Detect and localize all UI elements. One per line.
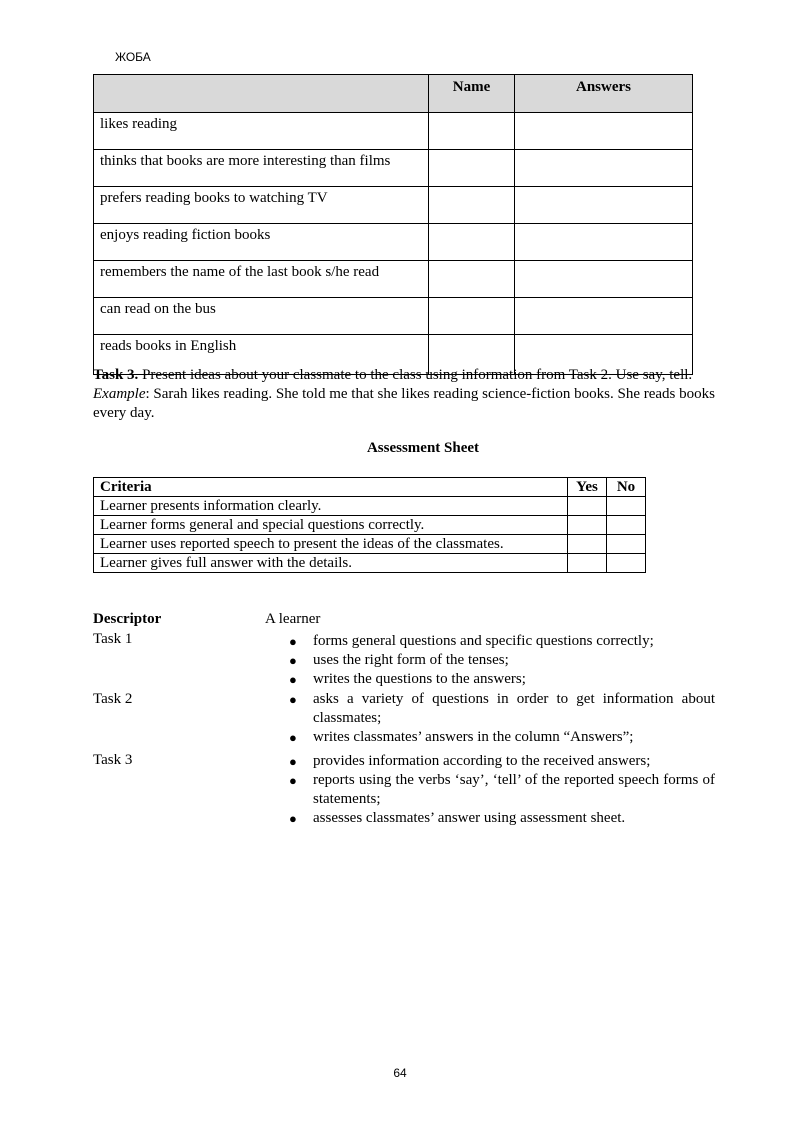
assessment-title: Assessment Sheet	[366, 440, 480, 456]
survey-criterion: remembers the name of the last book s/he read	[94, 261, 429, 298]
name-cell[interactable]	[429, 150, 515, 187]
bullet-icon: ●	[289, 811, 297, 826]
name-cell[interactable]	[429, 298, 515, 335]
survey-criterion: enjoys reading fiction books	[94, 224, 429, 261]
table-row	[94, 224, 693, 261]
criteria-header: Criteria	[94, 478, 568, 497]
table-row	[94, 516, 646, 535]
list-item	[285, 651, 715, 670]
bullet-icon: ●	[289, 653, 297, 668]
descriptor-text: forms general questions and specific questions correctly;	[313, 633, 654, 649]
table-row	[94, 535, 646, 554]
answer-cell[interactable]	[515, 187, 693, 224]
criterion-cell: Learner forms general and special questions correctly.	[94, 516, 568, 535]
table-row	[94, 497, 646, 516]
task2-label: Task 2	[93, 691, 133, 707]
task3-label: Task 3.	[93, 367, 139, 383]
yes-cell[interactable]	[568, 535, 607, 554]
bullet-icon: ●	[289, 730, 297, 745]
no-cell[interactable]	[607, 554, 646, 573]
descriptor-text: writes classmates’ answers in the column “Answers”;	[313, 729, 634, 745]
list-item	[285, 809, 715, 828]
survey-criterion: thinks that books are more interesting than films	[94, 150, 429, 187]
header-label: ЖОБА	[115, 50, 151, 64]
list-item	[285, 670, 715, 689]
yes-cell[interactable]	[568, 497, 607, 516]
table-row	[94, 261, 693, 298]
assessment-header-row	[94, 478, 646, 497]
descriptor-heading: Descriptor	[93, 611, 162, 627]
descriptor-learner: A learner	[265, 611, 321, 627]
table-row	[94, 113, 693, 150]
list-item	[285, 752, 715, 771]
task3-descriptors	[285, 752, 715, 828]
name-cell[interactable]	[429, 224, 515, 261]
list-item	[285, 632, 715, 651]
task1-label: Task 1	[93, 631, 133, 647]
descriptor-text: asks a variety of questions in order to get information about classmates;	[313, 691, 715, 726]
survey-criterion: reads books in English	[94, 335, 429, 375]
descriptor-text: writes the questions to the answers;	[313, 671, 526, 687]
answer-cell[interactable]	[515, 261, 693, 298]
yes-cell[interactable]	[568, 516, 607, 535]
task3-section	[93, 366, 715, 423]
survey-criterion: can read on the bus	[94, 298, 429, 335]
criterion-cell: Learner gives full answer with the details.	[94, 554, 568, 573]
no-cell[interactable]	[607, 535, 646, 554]
bullet-icon: ●	[289, 672, 297, 687]
task1-descriptors	[285, 632, 715, 689]
example-text: : Sarah likes reading. She told me that she likes reading science-fiction books. She reads books every day.	[93, 386, 715, 421]
no-cell[interactable]	[607, 516, 646, 535]
task2-descriptors	[285, 690, 715, 747]
table-row	[94, 554, 646, 573]
survey-header-name: Name	[429, 75, 515, 113]
assessment-table	[93, 477, 646, 573]
answer-cell[interactable]	[515, 298, 693, 335]
descriptor-text: uses the right form of the tenses;	[313, 652, 509, 668]
no-header: No	[607, 478, 646, 497]
name-cell[interactable]	[429, 187, 515, 224]
survey-header-answers: Answers	[515, 75, 693, 113]
page-number: 64	[393, 1066, 407, 1080]
list-item	[285, 771, 715, 809]
table-row	[94, 150, 693, 187]
task3-descriptor-label: Task 3	[93, 752, 133, 768]
table-row	[94, 298, 693, 335]
task3-example	[93, 385, 715, 423]
name-cell[interactable]	[429, 113, 515, 150]
bullet-icon: ●	[289, 692, 297, 707]
list-item	[285, 728, 715, 747]
survey-criterion: likes reading	[94, 113, 429, 150]
yes-cell[interactable]	[568, 554, 607, 573]
survey-header-row	[94, 75, 693, 113]
no-cell[interactable]	[607, 497, 646, 516]
survey-criterion: prefers reading books to watching TV	[94, 187, 429, 224]
criterion-cell: Learner presents information clearly.	[94, 497, 568, 516]
name-cell[interactable]	[429, 261, 515, 298]
survey-table	[93, 74, 693, 375]
criterion-cell: Learner uses reported speech to present the ideas of the classmates.	[94, 535, 568, 554]
example-label: Example	[93, 386, 146, 402]
task3-text: Present ideas about your classmate to the class using information from Task 2. Use say, tell.	[138, 367, 693, 383]
task3-instruction	[93, 366, 715, 385]
list-item	[285, 690, 715, 728]
yes-header: Yes	[568, 478, 607, 497]
answer-cell[interactable]	[515, 150, 693, 187]
descriptor-text: reports using the verbs ‘say’, ‘tell’ of the reported speech forms of statements;	[313, 772, 715, 807]
table-row	[94, 187, 693, 224]
answer-cell[interactable]	[515, 224, 693, 261]
bullet-icon: ●	[289, 634, 297, 649]
answer-cell[interactable]	[515, 113, 693, 150]
bullet-icon: ●	[289, 773, 297, 788]
descriptor-text: assesses classmates’ answer using assessment sheet.	[313, 810, 626, 826]
survey-header-blank	[94, 75, 429, 113]
bullet-icon: ●	[289, 754, 297, 769]
descriptor-text: provides information according to the received answers;	[313, 753, 651, 769]
